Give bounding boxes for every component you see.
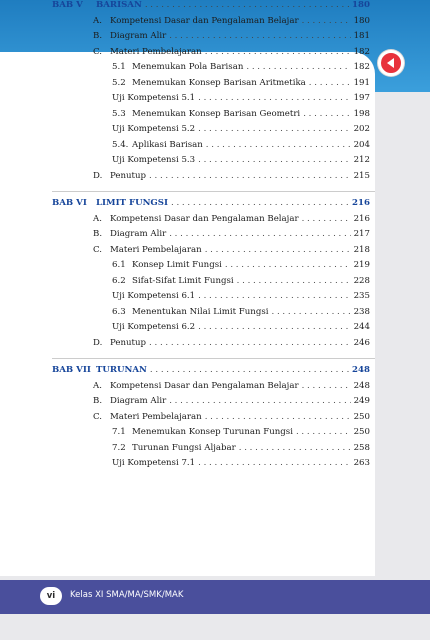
toc-chapter-row[interactable]	[52, 365, 370, 379]
toc-title: Uji Kompetensi 7.1	[112, 458, 196, 468]
toc-title: Aplikasi Barisan	[132, 139, 203, 150]
toc-page-number: 197	[353, 93, 370, 103]
dot-leader	[302, 214, 351, 224]
toc-title: Diagram Alir	[110, 229, 167, 239]
toc-chapter-row[interactable]	[52, 0, 370, 14]
toc-entry-row[interactable]	[93, 245, 370, 259]
toc-page-number: 246	[353, 337, 370, 348]
toc-title: Penutup	[110, 170, 147, 181]
toc-entry-row[interactable]	[112, 78, 370, 92]
toc-title: Uji Kompetensi 5.2	[112, 124, 196, 134]
toc-entry-row[interactable]	[112, 109, 370, 123]
toc-page-number: 216	[352, 198, 370, 208]
dot-leader	[303, 109, 350, 119]
section-divider	[52, 358, 375, 359]
toc-number: A.	[93, 15, 102, 26]
dot-leader	[205, 245, 351, 255]
toc-page-number: 219	[353, 260, 370, 270]
toc-title: Menemukan Pola Barisan	[132, 62, 244, 72]
toc-number: B.	[93, 31, 103, 41]
toc-page-number: 228	[353, 275, 370, 286]
dot-leader	[271, 307, 350, 317]
toc-page-number: 180	[352, 0, 370, 10]
toc-entry-row[interactable]	[112, 260, 370, 274]
toc-entry-row[interactable]	[93, 47, 370, 61]
toc-title: Turunan Fungsi Aljabar	[132, 442, 236, 453]
toc-entry-row[interactable]	[93, 229, 370, 243]
dot-leader	[169, 31, 350, 41]
toc-title: Penutup	[110, 337, 147, 348]
toc-page-number: 182	[353, 62, 370, 72]
toc-page-number: 216	[353, 213, 370, 224]
toc-title: Menemukan Konsep Barisan Geometri	[132, 108, 301, 119]
toc-title: Menemukan Konsep Barisan Aritmetika	[132, 77, 306, 88]
toc-number: BAB VII	[52, 365, 91, 375]
toc-entry-row[interactable]	[112, 62, 370, 76]
toc-title: TURUNAN	[96, 365, 147, 375]
toc-number: 6.3	[112, 306, 126, 317]
toc-title: LIMIT FUNGSI	[96, 198, 168, 208]
dot-leader	[198, 93, 350, 103]
toc-title: Kompetensi Dasar dan Pengalaman Belajar	[110, 15, 299, 26]
dot-leader	[149, 338, 351, 348]
toc-page-number: 181	[353, 31, 370, 41]
dot-leader	[169, 396, 350, 406]
toc-entry-row[interactable]	[93, 214, 370, 228]
toc-title: Materi Pembelajaran	[110, 46, 202, 57]
toc-number: A.	[93, 213, 102, 224]
toc-page-number: 258	[353, 442, 370, 453]
dot-leader	[206, 140, 351, 150]
toc-entry-row[interactable]	[93, 16, 370, 30]
toc-chapter-row[interactable]	[52, 198, 370, 212]
toc-entry-row[interactable]	[112, 276, 370, 290]
toc-title: Uji Kompetensi 6.1	[112, 291, 196, 301]
toc-page-number: 244	[353, 322, 370, 332]
page-margin	[375, 92, 430, 592]
toc-title: Diagram Alir	[110, 396, 167, 406]
toc-title: Menemukan Konsep Turunan Fungsi	[132, 427, 293, 437]
toc-entry-row[interactable]	[112, 458, 370, 472]
footer-bar	[0, 580, 430, 614]
toc-number: BAB VI	[52, 198, 87, 208]
toc-entry-row[interactable]	[93, 31, 370, 45]
dot-leader	[309, 78, 351, 88]
toc-page-number: 204	[353, 139, 370, 150]
toc-number: 5.2	[112, 77, 126, 88]
dot-leader	[246, 62, 350, 72]
toc-title: Materi Pembelajaran	[110, 411, 202, 422]
toc-page-number: 182	[353, 46, 370, 57]
toc-entry-row[interactable]	[112, 291, 370, 305]
toc-entry-row[interactable]	[93, 412, 370, 426]
footer-text: Kelas XI SMA/MA/SMK/MAK	[70, 590, 184, 600]
toc-entry-row[interactable]	[93, 171, 370, 185]
dot-leader	[205, 47, 351, 57]
toc-title: Diagram Alir	[110, 31, 167, 41]
page-number: vi	[40, 587, 62, 605]
toc-number: B.	[93, 229, 103, 239]
toc-entry-row[interactable]	[93, 396, 370, 410]
toc-entry-row[interactable]	[93, 338, 370, 352]
dot-leader	[296, 427, 351, 437]
toc-title: Konsep Limit Fungsi	[132, 260, 222, 270]
dot-leader	[169, 229, 350, 239]
dot-leader	[149, 171, 351, 181]
toc-page-number: 215	[353, 170, 370, 181]
dot-leader	[302, 16, 351, 26]
toc-page-number: 198	[353, 108, 370, 119]
toc-number: B.	[93, 396, 103, 406]
toc-title: Uji Kompetensi 5.1	[112, 93, 196, 103]
back-button[interactable]	[378, 50, 404, 76]
toc-page-number: 249	[353, 396, 370, 406]
toc-number: 5.1	[112, 62, 126, 72]
toc-page-number: 250	[353, 427, 370, 437]
toc-number: 5.3	[112, 108, 126, 119]
toc-number: D.	[93, 337, 103, 348]
dot-leader	[171, 198, 349, 208]
toc-page-number: 238	[353, 306, 370, 317]
toc-page-number: 250	[353, 411, 370, 422]
toc-entry-row[interactable]	[93, 381, 370, 395]
toc-entry-row[interactable]	[112, 93, 370, 107]
toc-title: Menentukan Nilai Limit Fungsi	[132, 306, 269, 317]
toc-entry-row[interactable]	[112, 307, 370, 321]
toc-page-number: 235	[353, 291, 370, 301]
toc-entry-row[interactable]	[112, 140, 370, 154]
toc-page-number: 202	[353, 124, 370, 134]
toc-page-number: 218	[353, 244, 370, 255]
dot-leader	[302, 381, 351, 391]
toc-title: Kompetensi Dasar dan Pengalaman Belajar	[110, 213, 299, 224]
toc-page-number: 217	[353, 229, 370, 239]
dot-leader	[205, 412, 351, 422]
toc-title: Uji Kompetensi 5.3	[112, 155, 196, 165]
toc-title: BARISAN	[96, 0, 142, 10]
dot-leader	[198, 291, 350, 301]
toc-entry-row[interactable]	[112, 322, 370, 336]
toc-number: 6.2	[112, 275, 126, 286]
toc-number: A.	[93, 380, 102, 391]
toc-page-number: 248	[353, 380, 370, 391]
toc-entry-row[interactable]	[112, 155, 370, 169]
toc-title: Sifat-Sifat Limit Fungsi	[132, 275, 234, 286]
toc-page-number: 212	[353, 155, 370, 165]
toc-number: 7.1	[112, 427, 126, 437]
toc-title: Uji Kompetensi 6.2	[112, 322, 196, 332]
toc-page-number: 180	[353, 15, 370, 26]
dot-leader	[237, 276, 351, 286]
dot-leader	[198, 155, 350, 165]
toc-title: Kompetensi Dasar dan Pengalaman Belajar	[110, 380, 299, 391]
toc-number: 6.1	[112, 260, 126, 270]
toc-number: C.	[93, 411, 103, 422]
dot-leader	[239, 443, 351, 453]
toc-number: D.	[93, 170, 103, 181]
toc-entry-row[interactable]	[112, 443, 370, 457]
toc-number: BAB V	[52, 0, 83, 10]
dot-leader	[198, 124, 350, 134]
arrow-left-icon	[387, 58, 394, 68]
dot-leader	[198, 322, 350, 332]
toc-number: C.	[93, 244, 103, 255]
dot-leader	[145, 0, 349, 10]
toc-number: 7.2	[112, 442, 126, 453]
dot-leader	[150, 365, 349, 375]
toc-page-number: 191	[353, 77, 370, 88]
toc-number: C.	[93, 46, 103, 57]
toc-entry-row[interactable]	[112, 427, 370, 441]
section-divider	[52, 191, 375, 192]
toc-entry-row[interactable]	[112, 124, 370, 138]
toc-page-number: 248	[352, 365, 370, 375]
dot-leader	[198, 458, 350, 468]
toc-number: 5.4.	[112, 139, 129, 150]
toc-page-number: 263	[353, 458, 370, 468]
toc-title: Materi Pembelajaran	[110, 244, 202, 255]
dot-leader	[225, 260, 351, 270]
